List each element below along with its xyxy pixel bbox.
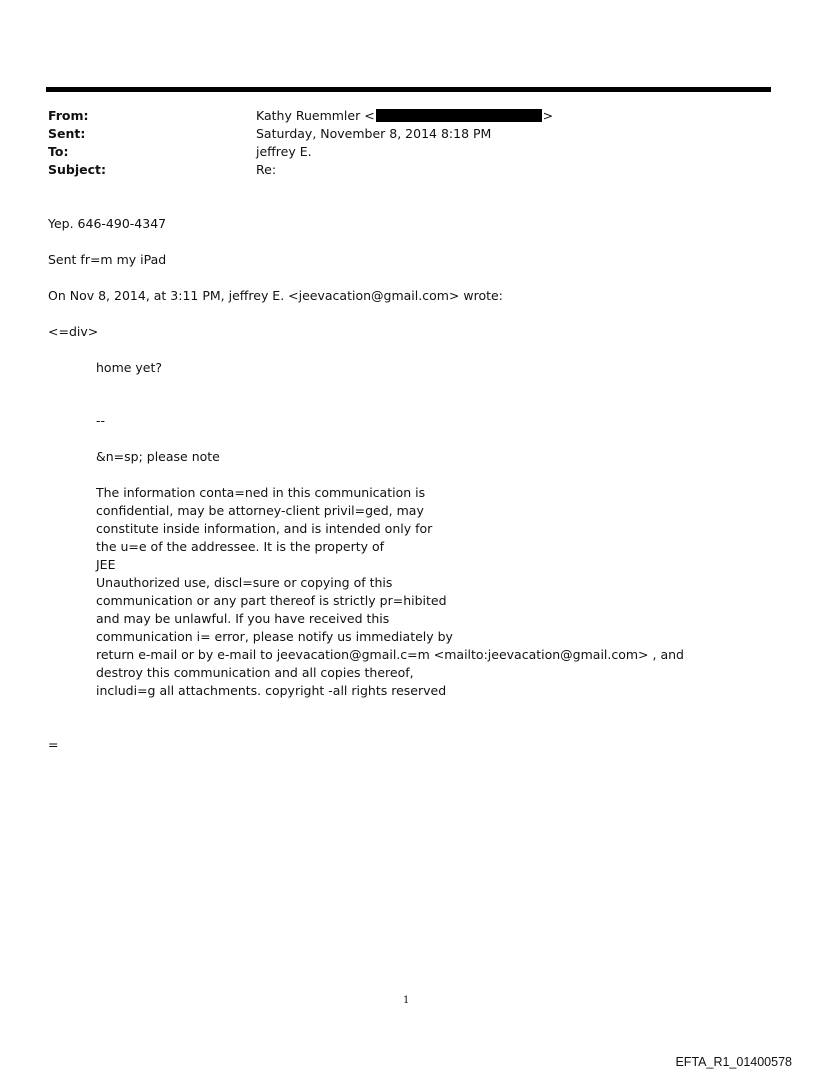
disclaimer-line: return e-mail or by e-mail to jeevacation@gmail.c=m <mailto:jeevacation@gmail.com> , and — [96, 647, 684, 662]
from-label: From: — [48, 108, 89, 123]
from-name: Kathy Ruemmler < — [256, 108, 375, 123]
sent-label: Sent: — [48, 126, 86, 141]
disclaimer-line: communication i= error, please notify us immediately by — [96, 629, 453, 644]
subject-value: Re: — [256, 162, 277, 177]
redaction-bar — [376, 109, 542, 122]
disclaimer-line: Unauthorized use, discl=sure or copying of this — [96, 575, 393, 590]
from-tail: > — [542, 108, 554, 123]
quoted-message: home yet? — [96, 360, 163, 375]
disclaimer-line: the u=e of the addressee. It is the property of — [96, 539, 385, 554]
disclaimer-line: constitute inside information, and is intended only for — [96, 521, 433, 536]
sent-value: Saturday, November 8, 2014 8:18 PM — [256, 126, 492, 141]
trailing-text: = — [48, 737, 59, 752]
to-value: jeffrey E. — [256, 144, 312, 159]
disclaimer-line: and may be unlawful. If you have received this — [96, 611, 390, 626]
header-rule — [46, 87, 771, 92]
div-tag-text: <=div> — [48, 324, 99, 339]
disclaimer-line: confidential, may be attorney-client privil=ged, may — [96, 503, 424, 518]
signature-text: Sent fr=m my iPad — [48, 252, 167, 267]
bates-number: EFTA_R1_01400578 — [675, 1055, 792, 1069]
disclaimer-line: destroy this communication and all copies thereof, — [96, 665, 414, 680]
subject-label: Subject: — [48, 162, 106, 177]
disclaimer-line: JEE — [96, 557, 116, 572]
disclaimer-line: includi=g all attachments. copyright -all rights reserved — [96, 683, 447, 698]
reply-text: Yep. 646-490-4347 — [48, 216, 167, 231]
from-value — [256, 107, 553, 125]
page-number: 1 — [403, 995, 410, 1006]
disclaimer-line: communication or any part thereof is strictly pr=hibited — [96, 593, 447, 608]
to-label: To: — [48, 144, 69, 159]
disclaimer-line: The information conta=ned in this communication is — [96, 485, 426, 500]
note-text: &n=sp; please note — [96, 449, 220, 464]
separator-text: -- — [96, 413, 106, 428]
quote-intro: On Nov 8, 2014, at 3:11 PM, jeffrey E. <jeevacation@gmail.com> wrote: — [48, 288, 503, 303]
